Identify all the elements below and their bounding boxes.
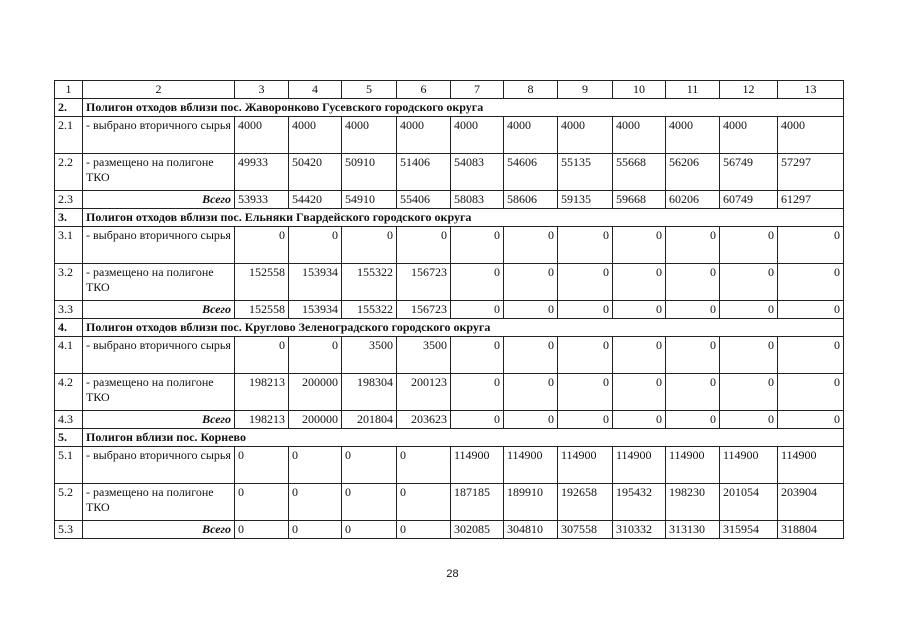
row-number: 5.1 [55, 447, 83, 484]
value-cell: 54083 [451, 154, 504, 191]
value-cell: 60206 [666, 191, 720, 209]
value-cell: 0 [720, 337, 778, 374]
value-cell: 0 [666, 337, 720, 374]
row-number: 2.2 [55, 154, 83, 191]
value-cell: 4000 [720, 117, 778, 154]
section-number: 3. [55, 209, 83, 227]
value-cell: 156723 [397, 301, 451, 319]
row-number: 3.3 [55, 301, 83, 319]
value-cell: 203623 [397, 411, 451, 429]
value-cell: 0 [289, 484, 342, 521]
value-cell: 49933 [235, 154, 289, 191]
value-cell: 201054 [720, 484, 778, 521]
total-row [55, 301, 844, 319]
header-cell: 3 [235, 81, 289, 99]
header-cell: 10 [613, 81, 666, 99]
value-cell: 59668 [613, 191, 666, 209]
value-cell: 0 [720, 264, 778, 301]
value-cell: 4000 [666, 117, 720, 154]
value-cell: 0 [558, 374, 613, 411]
section-title: Полигон отходов вблизи пос. Круглово Зеленоградского городского округа [83, 319, 844, 337]
value-cell: 0 [778, 374, 844, 411]
value-cell: 114900 [720, 447, 778, 484]
value-cell: 60749 [720, 191, 778, 209]
section-title: Полигон отходов вблизи пос. Жаворонково Гусевского городского округа [83, 99, 844, 117]
value-cell: 0 [558, 264, 613, 301]
value-cell: 57297 [778, 154, 844, 191]
value-cell: 114900 [666, 447, 720, 484]
value-cell: 0 [613, 264, 666, 301]
row-label: - размещено на полигоне ТКО [83, 264, 235, 301]
header-cell: 9 [558, 81, 613, 99]
header-cell: 8 [504, 81, 558, 99]
section-number: 5. [55, 429, 83, 447]
value-cell: 156723 [397, 264, 451, 301]
value-cell: 4000 [397, 117, 451, 154]
total-row [55, 411, 844, 429]
value-cell: 192658 [558, 484, 613, 521]
row-label: - выбрано вторичного сырья [83, 227, 235, 264]
value-cell: 152558 [235, 264, 289, 301]
value-cell: 58606 [504, 191, 558, 209]
value-cell: 0 [397, 521, 451, 539]
value-cell: 0 [720, 227, 778, 264]
value-cell: 198304 [342, 374, 397, 411]
value-cell: 114900 [613, 447, 666, 484]
value-cell: 4000 [504, 117, 558, 154]
value-cell: 0 [613, 337, 666, 374]
value-cell: 4000 [235, 117, 289, 154]
section-number: 2. [55, 99, 83, 117]
value-cell: 302085 [451, 521, 504, 539]
row-number: 3.2 [55, 264, 83, 301]
total-label: Всего [83, 191, 235, 209]
header-cell: 7 [451, 81, 504, 99]
value-cell: 4000 [558, 117, 613, 154]
value-cell: 0 [666, 374, 720, 411]
row-number: 4.2 [55, 374, 83, 411]
value-cell: 0 [235, 337, 289, 374]
header-cell: 13 [778, 81, 844, 99]
total-label: Всего [83, 411, 235, 429]
total-row [55, 191, 844, 209]
header-cell: 11 [666, 81, 720, 99]
value-cell: 114900 [504, 447, 558, 484]
value-cell: 0 [397, 447, 451, 484]
table-row [55, 337, 844, 374]
value-cell: 201804 [342, 411, 397, 429]
value-cell: 0 [778, 301, 844, 319]
page-number: 28 [446, 568, 459, 580]
value-cell: 51406 [397, 154, 451, 191]
value-cell: 0 [451, 264, 504, 301]
value-cell: 0 [666, 264, 720, 301]
value-cell: 114900 [778, 447, 844, 484]
value-cell: 0 [613, 374, 666, 411]
value-cell: 0 [778, 264, 844, 301]
value-cell: 155322 [342, 301, 397, 319]
value-cell: 0 [666, 411, 720, 429]
value-cell: 152558 [235, 301, 289, 319]
value-cell: 55135 [558, 154, 613, 191]
row-label: - выбрано вторичного сырья [83, 337, 235, 374]
header-row [55, 81, 844, 99]
value-cell: 0 [613, 301, 666, 319]
section-row [55, 209, 844, 227]
value-cell: 3500 [397, 337, 451, 374]
value-cell: 0 [558, 227, 613, 264]
value-cell: 0 [289, 337, 342, 374]
value-cell: 56749 [720, 154, 778, 191]
value-cell: 0 [778, 227, 844, 264]
value-cell: 114900 [558, 447, 613, 484]
value-cell: 0 [613, 227, 666, 264]
value-cell: 114900 [451, 447, 504, 484]
row-number: 5.2 [55, 484, 83, 521]
data-table [54, 80, 844, 539]
header-cell: 6 [397, 81, 451, 99]
value-cell: 61297 [778, 191, 844, 209]
value-cell: 0 [235, 227, 289, 264]
total-row [55, 521, 844, 539]
value-cell: 4000 [289, 117, 342, 154]
value-cell: 0 [397, 484, 451, 521]
total-label: Всего [83, 301, 235, 319]
value-cell: 55668 [613, 154, 666, 191]
value-cell: 0 [235, 521, 289, 539]
row-number: 4.1 [55, 337, 83, 374]
value-cell: 318804 [778, 521, 844, 539]
value-cell: 54910 [342, 191, 397, 209]
value-cell: 50420 [289, 154, 342, 191]
value-cell: 0 [720, 301, 778, 319]
value-cell: 0 [778, 411, 844, 429]
value-cell: 0 [397, 227, 451, 264]
value-cell: 0 [504, 411, 558, 429]
value-cell: 0 [451, 337, 504, 374]
header-cell: 1 [55, 81, 83, 99]
row-number: 2.3 [55, 191, 83, 209]
value-cell: 155322 [342, 264, 397, 301]
value-cell: 0 [289, 227, 342, 264]
row-label: - размещено на полигоне ТКО [83, 374, 235, 411]
value-cell: 307558 [558, 521, 613, 539]
value-cell: 0 [342, 484, 397, 521]
value-cell: 0 [451, 301, 504, 319]
row-label: - выбрано вторичного сырья [83, 447, 235, 484]
table-row [55, 154, 844, 191]
value-cell: 200000 [289, 411, 342, 429]
value-cell: 54420 [289, 191, 342, 209]
value-cell: 310332 [613, 521, 666, 539]
section-number: 4. [55, 319, 83, 337]
value-cell: 0 [558, 411, 613, 429]
header-cell: 4 [289, 81, 342, 99]
value-cell: 4000 [778, 117, 844, 154]
value-cell: 198213 [235, 411, 289, 429]
value-cell: 0 [613, 411, 666, 429]
value-cell: 0 [504, 374, 558, 411]
value-cell: 0 [342, 447, 397, 484]
table-row [55, 484, 844, 521]
value-cell: 153934 [289, 264, 342, 301]
value-cell: 198213 [235, 374, 289, 411]
value-cell: 187185 [451, 484, 504, 521]
value-cell: 0 [666, 227, 720, 264]
value-cell: 315954 [720, 521, 778, 539]
value-cell: 0 [504, 227, 558, 264]
value-cell: 0 [342, 521, 397, 539]
row-label: - размещено на полигоне ТКО [83, 484, 235, 521]
value-cell: 189910 [504, 484, 558, 521]
value-cell: 198230 [666, 484, 720, 521]
value-cell: 55406 [397, 191, 451, 209]
value-cell: 0 [289, 521, 342, 539]
row-number: 2.1 [55, 117, 83, 154]
value-cell: 200123 [397, 374, 451, 411]
value-cell: 0 [235, 447, 289, 484]
value-cell: 58083 [451, 191, 504, 209]
row-label: - выбрано вторичного сырья [83, 117, 235, 154]
value-cell: 0 [451, 227, 504, 264]
value-cell: 0 [342, 227, 397, 264]
value-cell: 50910 [342, 154, 397, 191]
row-number: 3.1 [55, 227, 83, 264]
table-row [55, 374, 844, 411]
value-cell: 0 [504, 264, 558, 301]
value-cell: 0 [558, 337, 613, 374]
table-row [55, 227, 844, 264]
value-cell: 3500 [342, 337, 397, 374]
table-row [55, 264, 844, 301]
header-cell: 12 [720, 81, 778, 99]
value-cell: 200000 [289, 374, 342, 411]
value-cell: 0 [720, 411, 778, 429]
row-number: 5.3 [55, 521, 83, 539]
table-row [55, 447, 844, 484]
value-cell: 313130 [666, 521, 720, 539]
value-cell: 0 [504, 337, 558, 374]
value-cell: 4000 [613, 117, 666, 154]
row-label: - размещено на полигоне ТКО [83, 154, 235, 191]
section-row [55, 429, 844, 447]
value-cell: 59135 [558, 191, 613, 209]
section-title: Полигон отходов вблизи пос. Ельняки Гвардейского городского округа [83, 209, 844, 227]
value-cell: 0 [235, 484, 289, 521]
value-cell: 0 [666, 301, 720, 319]
section-row [55, 99, 844, 117]
total-label: Всего [83, 521, 235, 539]
value-cell: 0 [778, 337, 844, 374]
table-row [55, 117, 844, 154]
value-cell: 203904 [778, 484, 844, 521]
value-cell: 4000 [451, 117, 504, 154]
header-cell: 2 [83, 81, 235, 99]
section-title: Полигон вблизи пос. Корнево [83, 429, 844, 447]
value-cell: 0 [451, 411, 504, 429]
value-cell: 0 [558, 301, 613, 319]
value-cell: 153934 [289, 301, 342, 319]
header-cell: 5 [342, 81, 397, 99]
value-cell: 53933 [235, 191, 289, 209]
value-cell: 195432 [613, 484, 666, 521]
value-cell: 4000 [342, 117, 397, 154]
value-cell: 0 [289, 447, 342, 484]
value-cell: 0 [504, 301, 558, 319]
row-number: 4.3 [55, 411, 83, 429]
value-cell: 54606 [504, 154, 558, 191]
section-row [55, 319, 844, 337]
value-cell: 0 [720, 374, 778, 411]
value-cell: 0 [451, 374, 504, 411]
value-cell: 304810 [504, 521, 558, 539]
value-cell: 56206 [666, 154, 720, 191]
